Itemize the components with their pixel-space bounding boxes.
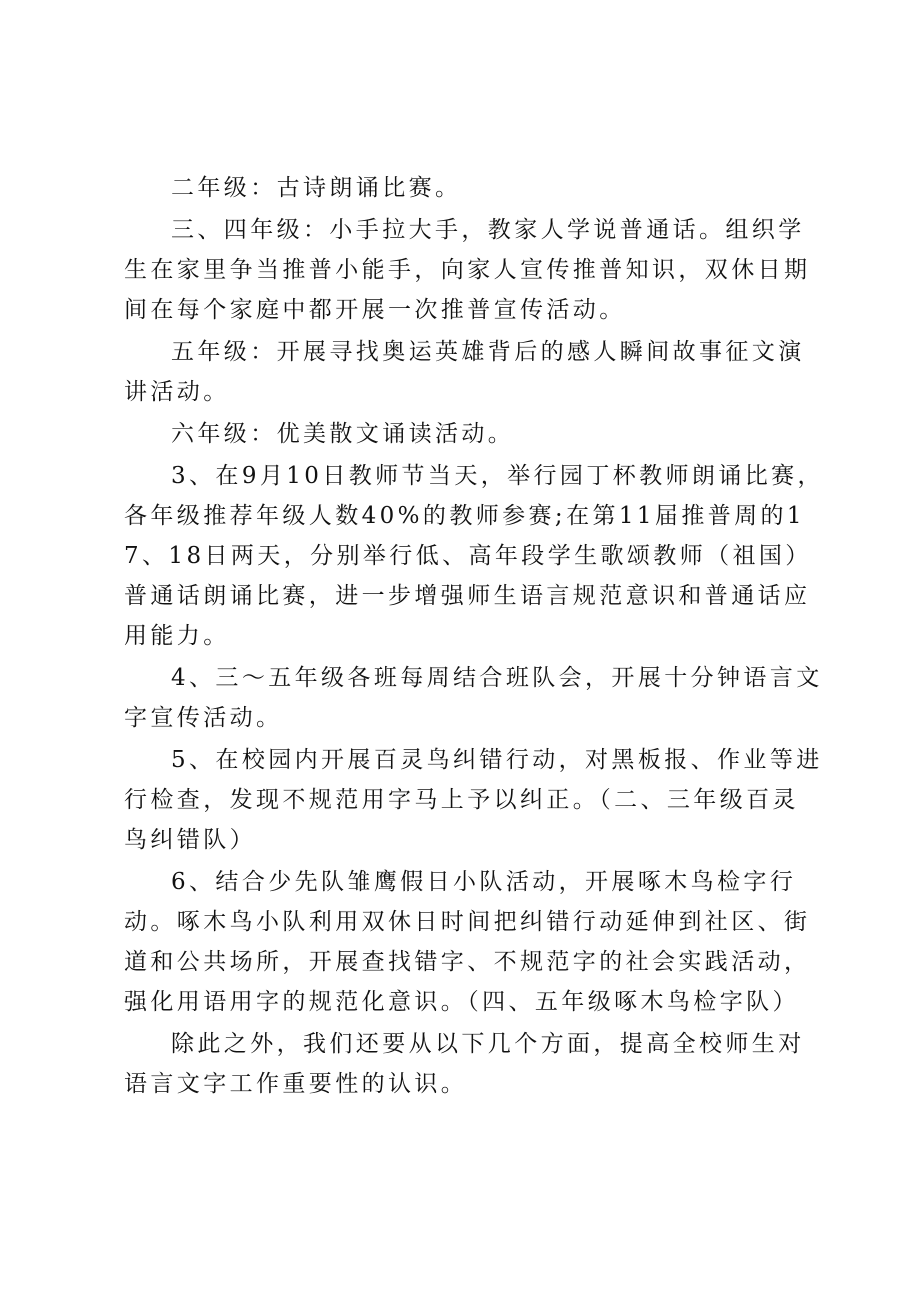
paragraph-conclusion: 除此之外，我们还要从以下几个方面，提高全校师生对语言文字工作重要性的认识。: [124, 1031, 805, 1097]
paragraph-item-5: 5、在校园内开展百灵鸟纠错行动，对黑板报、作业等进行检查，发现不规范用字马上予以纠正。（二、三年级百灵鸟纠错队）: [124, 747, 823, 853]
paragraph-grade-6: 六年级：优美散文诵读活动。: [171, 421, 515, 447]
paragraph-item-4: 4、三～五年级各班每周结合班队会，开展十分钟语言文字宣传活动。: [124, 665, 823, 731]
paragraph-item-3: 3、在9月10日教师节当天，举行园丁杯教师朗诵比赛，各年级推荐年级人数40%的教师参赛;在第11届推普周的17、18日两天，分别举行低、高年段学生歌颂教师（祖国）普通话朗诵比赛，进一步增强师生语言规范意识和普通话应用能力。: [124, 463, 824, 649]
paragraph-grade-5: 五年级：开展寻找奥运英雄背后的感人瞬间故事征文演讲活动。: [124, 339, 805, 405]
paragraph-item-6: 6、结合少先队雏鹰假日小队活动，开展啄木鸟检字行动。啄木鸟小队利用双休日时间把纠错行动延伸到社区、街道和公共场所，开展查找错字、不规范字的社会实践活动，强化用语用字的规范化意识。（四、五年级啄木鸟检字队）: [124, 869, 811, 1015]
document-body: [124, 168, 824, 1106]
paragraph-grade-3-4: 三、四年级：小手拉大手，教家人学说普通话。组织学生在家里争当推普小能手，向家人宣传推普知识，双休日期间在每个家庭中都开展一次推普宣传活动。: [124, 217, 811, 323]
paragraph-grade-2: 二年级：古诗朗诵比赛。: [171, 175, 462, 201]
